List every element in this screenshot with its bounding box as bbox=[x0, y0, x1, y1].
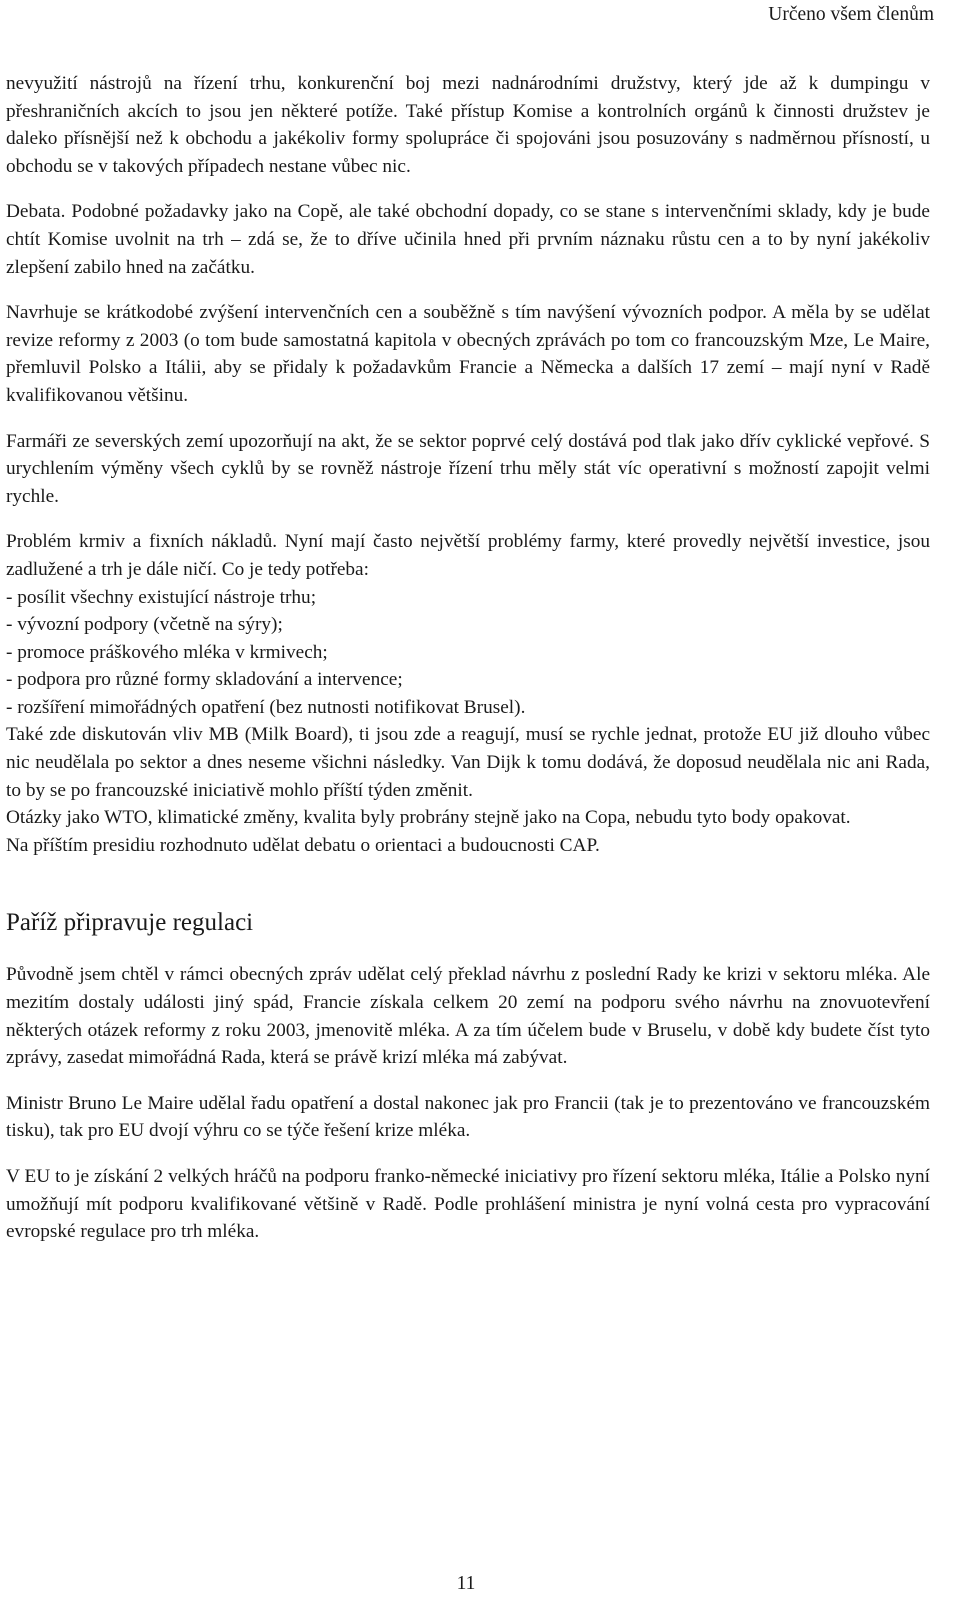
paragraph: V EU to je získání 2 velkých hráčů na podporu franko-německé iniciativy pro řízení sektoru mléka, Itálie a Polsko nyní umožňují mít podporu kvalifikované většině v Radě. Podle prohlášení ministra je nyní volná cesta pro vypracování evropské regulace pro trh mléka. bbox=[6, 1166, 930, 1243]
paragraph: Ministr Bruno Le Maire udělal řadu opatření a dostal nakonec jak pro Francii (tak je to prezentováno ve francouzském tisku), tak pro EU dvojí výhru co se týče řešení krize mléka. bbox=[6, 1092, 930, 1142]
paragraph: Také zde diskutován vliv MB (Milk Board), ti jsou zde a reagují, musí se rychle jednat, protože EU již dlouho vůbec nic neudělala po sektor a dnes neseme všichni následky. Van Dijk k tomu dodává, že doposud neudělala nic ani Rada, to by se po francouzské iniciativě mohlo příští týden změnit. bbox=[6, 724, 930, 801]
page-header: Určeno všem členům bbox=[768, 4, 934, 25]
paragraph: Navrhuje se krátkodobé zvýšení intervenčních cen a souběžně s tím navýšení vývozních podpor. A měla by se udělat revize reformy z 2003 (o tom bude samostatná kapitola v obecných zprávách po tom co francouzským Mze, Le Maire, přemluvil Polsko a Itálii, aby se přidaly k požadavkům Francie a Německa a dalších 17 zemí – mají nyní v Radě kvalifikovanou většinu. bbox=[6, 302, 930, 406]
list-item: - podpora pro různé formy skladování a intervence; bbox=[6, 669, 403, 691]
document-body bbox=[6, 70, 930, 1246]
paragraph: Na příštím presidiu rozhodnuto udělat debatu o orientaci a budoucnosti CAP. bbox=[6, 834, 600, 856]
paragraph: Farmáři ze severských zemí upozorňují na akt, že se sektor poprvé celý dostává pod tlak jako dřív cyklické vepřové. S urychlením výměny všech cyklů by se rovněž nástroje řízení trhu měly stát víc operativní s možností zapojit velmi rychle. bbox=[6, 430, 930, 507]
section-heading: Paříž připravuje regulaci bbox=[6, 909, 254, 937]
paragraph: Původně jsem chtěl v rámci obecných zpráv udělat celý překlad návrhu z poslední Rady ke krizi v sektoru mléka. Ale mezitím dostaly události jiný spád, Francie získala celkem 20 zemí na podporu svého návrhu na znovuotevření některých otázek reformy z roku 2003, jmenovitě mléka. A za tím účelem bude v Bruselu, v době kdy budete číst tyto zprávy, zasedat mimořádná Rada, která se právě krizí mléka má zabývat. bbox=[6, 964, 930, 1069]
list-item: - vývozní podpory (včetně na sýry); bbox=[6, 614, 283, 636]
list-item: - posílit všechny existující nástroje trhu; bbox=[6, 586, 317, 608]
paragraph: Otázky jako WTO, klimatické změny, kvalita byly probrány stejně jako na Copa, nebudu tyto body opakovat. bbox=[6, 807, 851, 829]
paragraph: nevyužití nástrojů na řízení trhu, konkurenční boj mezi nadnárodními družstvy, který jde až k dumpingu v přeshraničních akcích to jsou jen některé potíže. Také přístup Komise a kontrolních orgánů k činnosti družstev je daleko přísnější než k obchodu a jakékoliv formy spolupráce či spojováni jsou posuzovány s nadměrnou přísností, u obchodu se v takových případech nestane vůbec nic. bbox=[6, 73, 930, 177]
list-item: - promoce práškového mléka v krmivech; bbox=[6, 641, 328, 663]
paragraph: Problém krmiv a fixních nákladů. Nyní mají často největší problémy farmy, které provedly největší investice, jsou zadlužené a trh je dále ničí. Co je tedy potřeba: bbox=[6, 531, 930, 580]
page-number: 11 bbox=[456, 1573, 476, 1594]
list-item: - rozšíření mimořádných opatření (bez nutnosti notifikovat Brusel). bbox=[6, 696, 526, 718]
paragraph: Debata. Podobné požadavky jako na Copě, ale také obchodní dopady, co se stane s intervenčními sklady, kdy je bude chtít Komise uvolnit na trh – zdá se, že to dříve učinila hned při prvním náznaku růstu cen a to by nyní jakékoliv zlepšení zabilo hned na začátku. bbox=[6, 201, 930, 278]
